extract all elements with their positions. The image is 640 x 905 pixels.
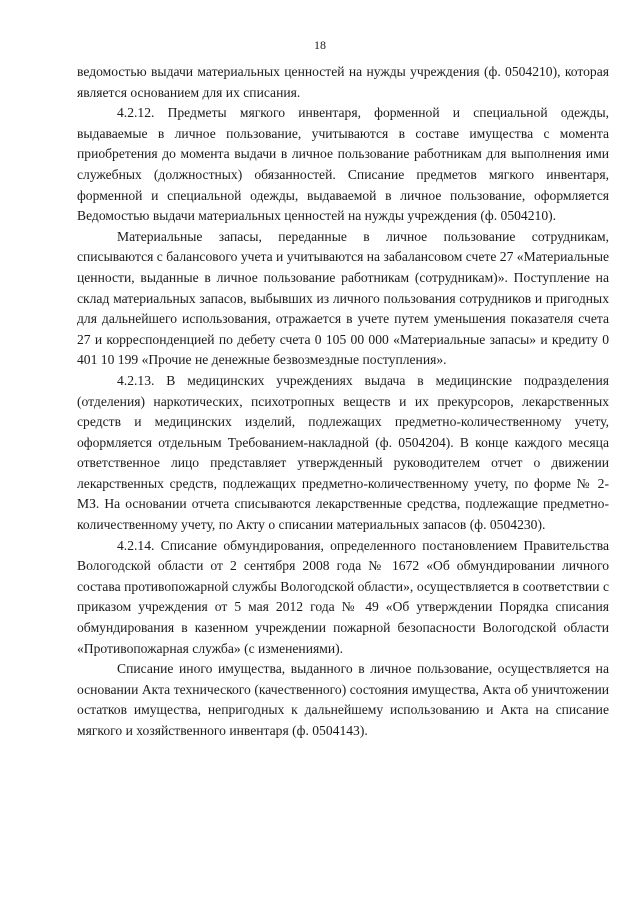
page-number: 18 xyxy=(314,38,326,52)
paragraph-continuation: ведомостью выдачи материальных ценностей на нужды учреждения (ф. 0504210), которая является основанием для их списания. xyxy=(77,64,609,100)
paragraph-other-property: Списание иного имущества, выданного в личное пользование, осуществляется на основании Акта технического (качественного) состояния имущества, Акта об уничтожении остатков имущества, непригодных к дальнейшему использованию и Акта на списание мягкого и хозяйственного инвентаря (ф. 0504143). xyxy=(77,661,609,738)
paragraph-4-2-13: 4.2.13. В медицинских учреждениях выдача в медицинские подразделения (отделения) наркотических, психотропных веществ и их прекурсоров, лекарственных средств и медицинских изделий, подлежащих предметно-количественному учету, оформляется отдельным Требованием-накладной (ф. 0504204). В конце каждого месяца ответственное лицо представляет утвержденный руководителем отчет о движении лекарственных средств, подлежащих предметно-количественному учету, по форме № 2-МЗ. На основании отчета списываются лекарственные средства, подлежащие предметно-количественному учету, по Акту о списании материальных запасов (ф. 0504230). xyxy=(77,372,609,533)
paragraph-4-2-12: 4.2.12. Предметы мягкого инвентаря, форменной и специальной одежды, выдаваемые в личное пользование, учитываются в составе имущества с момента приобретения до момента выдачи в личное пользование работникам для выполнения ими служебных (должностных) обязанностей. Списание предметов мягкого инвентаря, форменной и специальной одежды, выдаваемой в личное пользование, оформляется Ведомостью выдачи материальных ценностей на нужды учреждения (ф. 0504210). xyxy=(77,105,609,224)
paragraph-material-reserves: Материальные запасы, переданные в личное пользование сотрудникам, списываются с балансового учета и учитываются на забалансовом счете 27 «Материальные ценности, выданные в личное пользование работникам (сотрудникам)». Поступление на склад материальных запасов, выбывших из личного пользования сотрудников и пригодных для дальнейшего использования, отражается в учете путем уменьшения показателя счета 27 и корреспонденцией по дебету счета 0 105 00 000 «Материальные запасы» и кредиту 0 401 10 199 «Прочие не денежные безвозмездные поступления». xyxy=(77,228,609,368)
paragraph-4-2-14: 4.2.14. Списание обмундирования, определенного постановлением Правительства Вологодской области от 2 сентября 2008 года № 1672 «Об обмундировании личного состава противопожарной службы Вологодской области», осуществляется в соответствии с приказом учреждения от 5 мая 2012 года № 49 «Об утверждении Порядка списания обмундирования в казенном учреждении пожарной безопасности Вологодской области «Противопожарная служба» (с изменениями). xyxy=(77,537,609,656)
document-body xyxy=(77,62,609,742)
